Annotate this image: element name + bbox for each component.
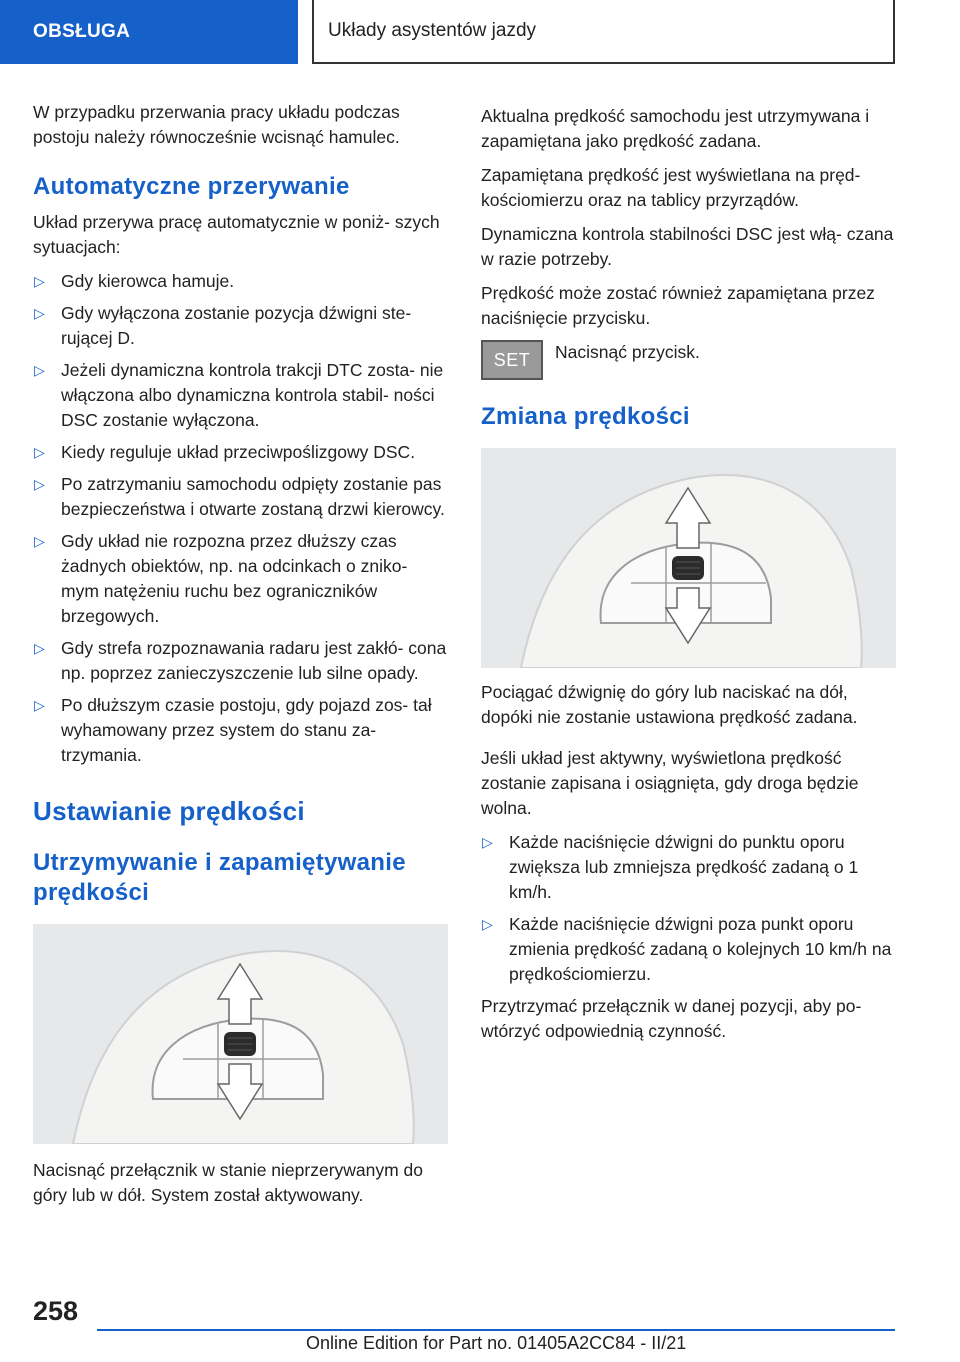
change-speed-heading: Zmiana prędkości <box>481 403 690 430</box>
auto-interrupt-list <box>33 269 448 768</box>
left-column <box>33 100 448 1217</box>
list-item: ▷ Po dłuższym czasie postoju, gdy pojazd zos- tał wyhamowany przez system do stanu za- trzymania. <box>34 695 432 765</box>
auto-interrupt-text: Układ przerywa pracę automatycznie w poniż- szych sytuacjach: <box>33 212 440 257</box>
left-figure-caption: Nacisnąć przełącznik w stanie nieprzerywanym do góry lub w dół. System został aktywowany. <box>33 1160 424 1205</box>
edition-text: Online Edition for Part no. 01405A2CC84 - II/21 <box>306 1333 687 1353</box>
right-paragraph-4: Prędkość może zostać również zapamiętana przez naciśnięcie przycisku. <box>481 283 875 328</box>
triangle-right-icon: ▷ <box>34 305 45 321</box>
right-paragraph-5: Jeśli układ jest aktywny, wyświetlona prędkość zostanie zapisana i osiągnięta, gdy droga będzie wolna. <box>481 748 859 818</box>
triangle-right-icon: ▷ <box>34 533 45 549</box>
list-item: ▷ Gdy układ nie rozpozna przez dłuższy czas żadnych obiektów, np. na odcinkach o zniko- mym natężeniu ruchu bez ograniczników brzegowych. <box>34 531 408 626</box>
speed-setting-heading: Ustawianie prędkości <box>33 796 305 826</box>
triangle-right-icon: ▷ <box>34 697 45 713</box>
triangle-right-icon: ▷ <box>34 362 45 378</box>
list-item: ▷ Po zatrzymaniu samochodu odpięty zostanie pas bezpieczeństwa i otwarte zostaną drzwi kierowcy. <box>34 474 445 519</box>
intro-paragraph: W przypadku przerwania pracy układu podczas postoju należy równocześnie wcisnąć hamulec. <box>33 102 400 147</box>
set-instruction-text: Nacisnąć przycisk. <box>555 342 700 362</box>
footer-divider <box>97 1329 895 1331</box>
set-instruction <box>481 340 896 380</box>
right-paragraph-6: Przytrzymać przełącznik w danej pozycji, aby po- wtórzyć odpowiednią czynność. <box>481 996 862 1041</box>
list-item: ▷ Kiedy reguluje układ przeciwpoślizgowy DSC. <box>33 440 448 465</box>
chapter-title-box <box>312 0 895 64</box>
right-column <box>481 104 896 1053</box>
triangle-right-icon: ▷ <box>482 916 493 932</box>
set-button-icon: SET <box>481 340 543 380</box>
right-paragraph-1: Aktualna prędkość samochodu jest utrzymywana i zapamiętana jako prędkość zadana. <box>481 106 870 151</box>
steering-wheel-lever-illustration <box>33 924 448 1144</box>
triangle-right-icon: ▷ <box>34 476 45 492</box>
section-label: OBSŁUGA <box>33 21 131 42</box>
chapter-title: Układy asystentów jazdy <box>328 20 537 41</box>
list-item: ▷ Gdy kierowca hamuje. <box>33 269 448 294</box>
page-number: 258 <box>33 1296 79 1326</box>
right-paragraph-3: Dynamiczna kontrola stabilności DSC jest włą- czana w razie potrzeby. <box>481 224 894 269</box>
right-paragraph-2: Zapamiętana prędkość jest wyświetlana na pręd- kościomierzu oraz na tablicy przyrządów. <box>481 165 861 210</box>
list-item: ▷ Gdy wyłączona zostanie pozycja dźwigni ste- rującej D. <box>34 303 412 348</box>
list-item: ▷ Gdy strefa rozpoznawania radaru jest zakłó- cona np. poprzez zanieczyszczenie lub silne opady. <box>34 638 447 683</box>
steering-wheel-lever-illustration <box>481 448 896 668</box>
list-item: ▷ Każde naciśnięcie dźwigni do punktu oporu zwiększa lub zmniejsza prędkość zadaną o 1 km/h. <box>482 832 859 902</box>
hold-speed-heading: Utrzymywanie i zapamiętywanie prędkości <box>33 849 406 906</box>
list-item: ▷ Jeżeli dynamiczna kontrola trakcji DTC zosta- nie włączona albo dynamiczna kontrola stabil- ności DSC zostanie wyłączona. <box>34 360 444 430</box>
triangle-right-icon: ▷ <box>34 640 45 656</box>
triangle-right-icon: ▷ <box>34 444 45 460</box>
right-figure-caption: Pociągać dźwignię do góry lub naciskać na dół, dopóki nie zostanie ustawiona prędkość zadana. <box>481 682 858 727</box>
triangle-right-icon: ▷ <box>34 273 45 289</box>
list-item: ▷ Każde naciśnięcie dźwigni poza punkt oporu zmienia prędkość zadaną o kolejnych 10 km/h na prędkościomierzu. <box>482 914 892 984</box>
change-speed-list <box>481 830 896 987</box>
triangle-right-icon: ▷ <box>482 834 493 850</box>
auto-interrupt-heading: Automatyczne przerywanie <box>33 173 350 200</box>
section-tab <box>0 0 298 64</box>
